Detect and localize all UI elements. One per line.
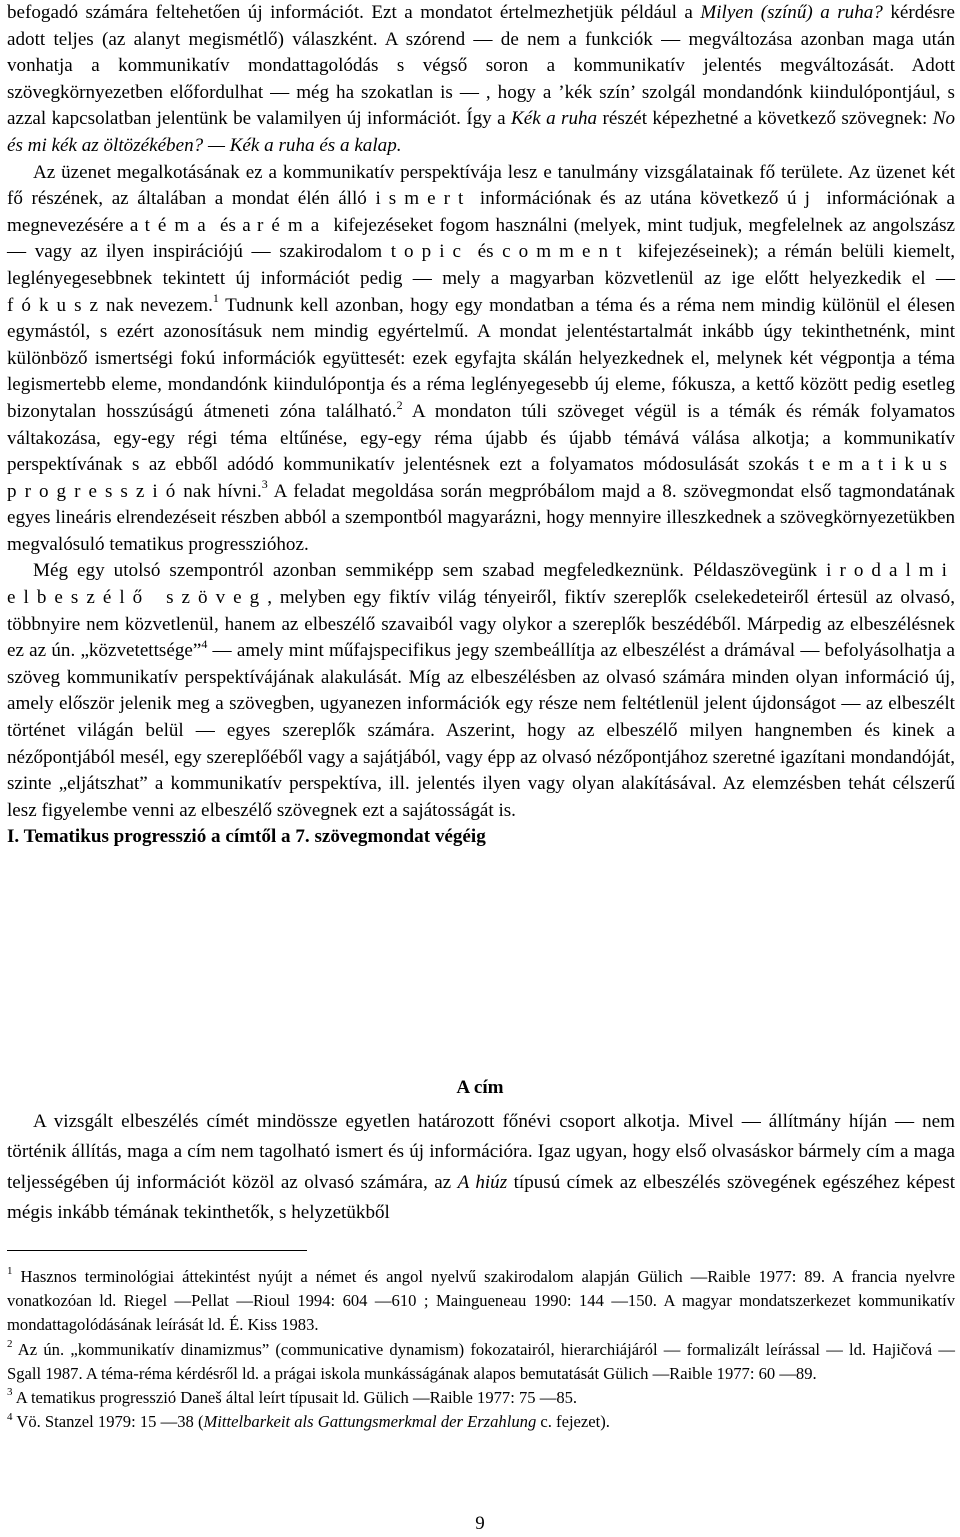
italic-example: Milyen (színű) a ruha? — [700, 2, 883, 23]
paragraph-3 — [7, 558, 955, 824]
text-run: Még egy utolsó szempontról azonban semmiképp sem szabad megfeledkeznünk. Példaszövegünk — [33, 560, 827, 582]
footnote-ref[interactable]: 2 — [396, 397, 403, 412]
text-run: A vizsgált elbeszélés címét mindössze egyetlen határozott főnévi csoport alkotja. Mivel — állítmány híján — nem történik állítás, maga a cím nem tagolható ismert és új információra. Igaz ugyan, hogy első olvasáskor bármely cím a maga teljességében új információt közöl az olvasó számára, az — [7, 1111, 955, 1193]
text-run: információnak és az utána következő — [471, 188, 788, 210]
footnote-text: c. fejezet). — [536, 1412, 610, 1432]
section-heading: I. Tematikus progresszió a címtől a 7. szövegmondat végéig — [7, 826, 486, 848]
footnote-4 — [7, 1410, 955, 1434]
text-run: kifejezéseket fogom használni (melyek, mint tudjuk, megfelelnek az angolszász — vagy az ilyen inspirációjú — szakirodalom — [7, 214, 955, 263]
paragraph-4 — [7, 1107, 955, 1229]
text-run: és — [469, 241, 503, 263]
footnote-number: 4 — [7, 1410, 13, 1423]
footnote-number: 1 — [7, 1265, 13, 1278]
footnote-3 — [7, 1386, 955, 1410]
spaced-term: irodalmi elbeszélő szöveg — [7, 560, 955, 609]
footnote-text: Vö. Stanzel 1979: 15 —38 ( — [12, 1412, 204, 1432]
text-run: és a — [213, 214, 257, 236]
text-run: nak nevezem. — [106, 294, 213, 316]
text-run: Az üzenet megalkotásának ez a kommunikatív perspektívája lesz e tanulmány vizsgálatainak fő területe. Az üzenet két fő részének, az általában a mondat élén álló — [7, 161, 955, 210]
footnote-number: 2 — [7, 1338, 13, 1351]
spaced-term: tematikus progresszió — [7, 454, 955, 502]
subheading: A cím — [456, 1077, 504, 1098]
text-run: , melyben egy fiktív világ tényeiről, fiktív szereplők cselekedeteiről értesül az olvasó, többnyire nem közvetlenül, hanem az elbeszélő szavaiból vagy olykor a szereplők beszédéből. Márpedig az elbeszélésnek ez az ún. „közvetettsége” — [7, 587, 955, 662]
spaced-term: topic — [390, 241, 470, 263]
italic-title: A hiúz — [457, 1171, 508, 1193]
spaced-term: téma — [144, 214, 214, 236]
text-run: A mondaton túli szöveget végül is a témák és rémák folyamatos váltakozása, egy-egy régi téma eltűnése, egy-egy réma újabb és újabb témává válása alkotja; a kommunikatív perspektívának s az ebből adódó kommunikatív jelentésnek ezt a folyamatos módosulását szokás — [7, 400, 955, 476]
footnote-separator — [7, 1250, 307, 1251]
footnote-ref[interactable]: 4 — [201, 636, 208, 651]
spaced-term: comment — [502, 241, 630, 263]
title-section-text — [7, 1107, 955, 1229]
footnote-ref[interactable]: 3 — [261, 477, 268, 492]
footnote-text: A tematikus progresszió Daneš által leírt típusait ld. Gülich —Raible 1977: 75 —85. — [12, 1388, 578, 1408]
footnote-text: Hasznos terminológiai áttekintést nyújt a német és angol nyelvű szakirodalom alapján Gülich —Raible 1977: 89. A francia nyelvre vonatkozóan ld. Riegel —Pellat —Rioul 1994: 604 —610 ; Maingueneau 1990: 144 —150. A magyar mondatszerkezet kommunikatív mondattagolódásának leírását ld. É. Kiss 1983. — [7, 1267, 955, 1335]
spaced-term: új — [787, 188, 818, 210]
footnote-text: Az ún. „kommunikatív dinamizmus” (communicative dynamism) fokozatairól, hierarchiájáról — formalizált leírással — ld. Hajičová —Sgall 1987. A téma-réma kérdésről ld. a prágai iskola munkásságának alapos bemutatását Gülich —Raible 1977: 60 —89. — [7, 1339, 955, 1383]
paragraph-1 — [7, 0, 955, 160]
text-run: — amely mint műfajspecifikus jegy szembeállítja az elbeszélést a drámával — befolyásolhatja a szöveg kommunikatív perspektívájának alakulását. Míg az elbeszélésben az olvasó számára minden olyan információ új, amely először jelenik meg a szövegben, ugyanezen információk egy része nem feltétlenül jelent újdonságot — az elbeszélt történet világán belül — egyes szereplők számára. Aszerint, hogy az elbeszélő milyen hangnemben és kinek a nézőpontjából mesél, egy szereplőéből vagy a sajátjából, vagy épp az olvasó nézőpontjához szeretné igazítani mondandóját, szinte „eljátszhat” a kommunikatív perspektíva, ill. jelentés ilyen vagy olyan alakításával. Az elemzésben tehát célszerű lesz figyelembe venni az elbeszélő szövegnek ezt a sajátosságát is. — [7, 640, 955, 821]
footnote-1 — [7, 1265, 955, 1338]
footnote-ref[interactable]: 1 — [212, 291, 219, 306]
text-run: Tudnunk kell azonban, hogy egy mondatban a téma és a réma nem mindig különül el élesen egymástól, s ezért azonosításuk nem mindig egyértelmű. A mondat jelentéstartalmát inkább úgy tekinthetnénk, mint különböző ismertségi fokú információk együttesét: ezek egyfajta skálán helyezkednek el, melynek két végpontja a téma legismertebb eleme, mondandónk kiindulópontja és a réma leglényegesebb új eleme, fókusza, a kettő között pedig esetleg bizonytalan hosszúságú átmeneti zóna található. — [7, 294, 955, 422]
text-run: kérdésre adott teljes (az alanyt megismétlő) válaszként. A szórend — de nem a funkciók — megváltozása azonban maga után vonhatja a kommunikatív mondattagolódás s végső soron a kommunikatív jelentés megváltozását. Adott szövegkörnyezetben előfordulhat — még ha szokatlan is — , hogy a ’kék szín’ szolgál mondandónk kiindulópontjául, s azzal kapcsolatban jelentünk be valamilyen új információt. Így a — [7, 2, 955, 130]
spaced-term: fókusz — [7, 294, 107, 316]
text-run: részét képezhetné a következő szövegnek: — [597, 108, 933, 130]
text-run: befogadó számára feltehetően új információt. Ezt a mondatot értelmezhetjük például a — [7, 2, 701, 23]
text-run: információnak a megnevezésére a — [7, 188, 955, 236]
footnotes — [7, 1265, 955, 1434]
footnote-italic-title: Mittelbarkeit als Gattungsmerkmal der Erzahlung — [203, 1412, 537, 1432]
italic-example: Kék a ruha — [510, 108, 598, 130]
text-run: A feladat megoldása során megpróbálom majd a 8. szövegmondat első tagmondatának egyes lineáris elrendezéseit részben abból a szempontból magyarázni, hogy mennyire illeszkednek a szövegkörnyezetükben megvalósuló tematikus progresszióhoz. — [7, 480, 955, 555]
text-run: kifejezéseinek); a rémán belüli kiemelt, leglényegesebbnek tekintett új információt pedig — mely a magyarban közvetlenül az ige előtt helyezkedik el — — [7, 241, 956, 289]
spaced-term: réma — [256, 214, 328, 236]
paragraph-2 — [7, 160, 955, 559]
body-text — [7, 0, 955, 851]
spaced-term: ismert — [375, 188, 472, 210]
footnote-2 — [7, 1338, 955, 1386]
italic-example: No és mi kék az öltözékében? — Kék a ruha és a kalap. — [7, 108, 955, 156]
text-run: nak hívni. — [183, 480, 262, 502]
footnote-number: 3 — [7, 1386, 13, 1399]
page-number: 9 — [475, 1513, 485, 1534]
text-run: típusú címek az elbeszélés szövegének egészéhez képest mégis inkább témának tekinthetők, s helyzetükből — [7, 1171, 955, 1224]
